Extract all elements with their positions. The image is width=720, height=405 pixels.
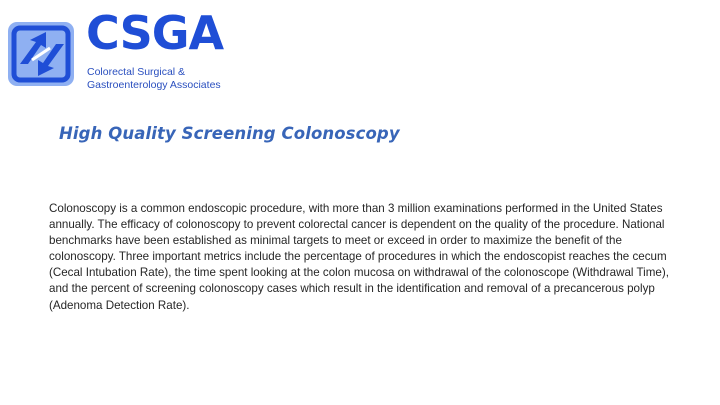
exchange-arrows-icon: [6, 20, 78, 88]
page-title: High Quality Screening Colonoscopy: [59, 124, 400, 143]
body-paragraph: Colonoscopy is a common endoscopic procedure, with more than 3 million examinations performed in the United States annually. The efficacy of colonoscopy to prevent colorectal cancer is dependent on the quality of the procedure. National benchmarks have been established as minimal targets to meet or exceed in order to maximize the benefit of the colonoscopy. Three important metrics include the percentage of procedures in which the endoscopist reaches the cecum (Cecal Intubation Rate), the time spent looking at the colon mucosa on withdrawal of the colonoscope (Withdrawal Time), and the percent of screening colonoscopy cases which result in the identification and removal of a precancerous polyp (Adenoma Detection Rate).: [49, 202, 669, 312]
logo-tagline-line-1: Colorectal Surgical &: [87, 66, 186, 78]
logo-wordmark: CSGA: [86, 6, 224, 60]
csga-logo: [6, 6, 246, 102]
logo-tagline: [87, 66, 221, 92]
logo-tagline-line-2: Gastroenterology Associates: [87, 79, 221, 91]
